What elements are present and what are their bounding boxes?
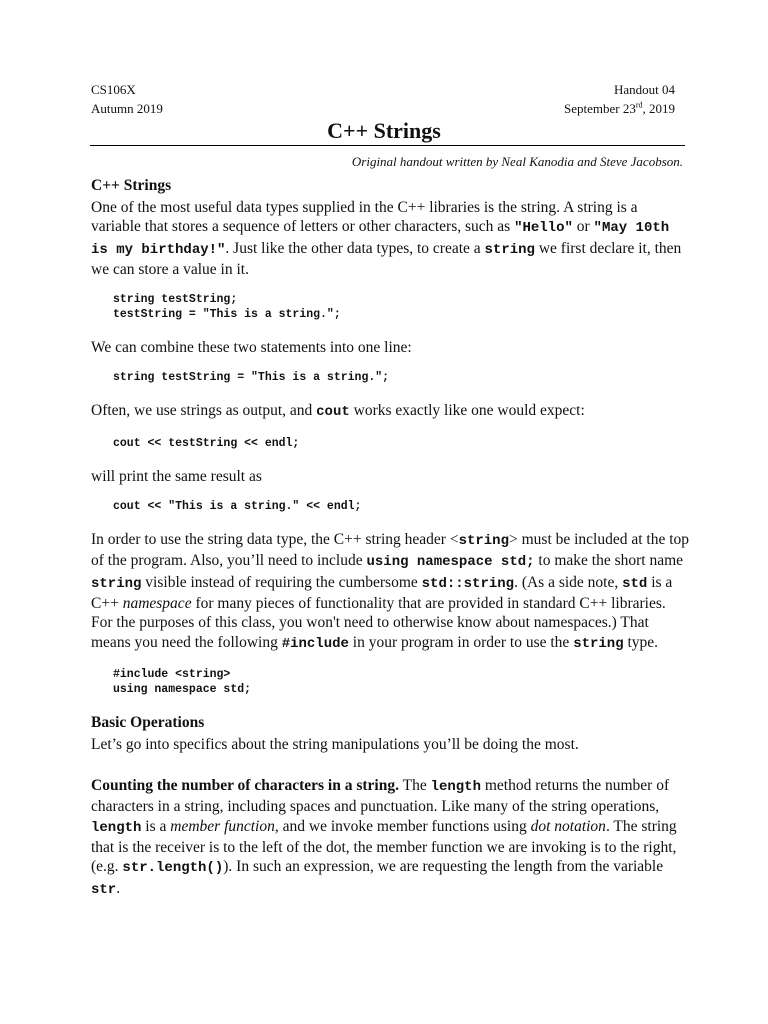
page-title: C++ Strings bbox=[327, 118, 441, 143]
handout-number: Handout 04 bbox=[613, 82, 675, 97]
section-heading-basic-operations: Basic Operations bbox=[91, 713, 205, 731]
output-paragraph: Often, we use strings as output, and cout works exactly like one would expect: bbox=[91, 402, 585, 421]
intro-paragraph: One of the most useful data types supplied in the C++ libraries is the string. A string is a variable that stores a sequence of letters or other characters, such as "Hello" or "May 10th is my birthday!". Just like the other data types, to create a string we first declare it, then we can store a value in it. bbox=[91, 199, 682, 278]
title-rule bbox=[90, 145, 685, 146]
same-result-paragraph: will print the same result as bbox=[91, 467, 262, 485]
main-content bbox=[91, 176, 691, 900]
course-code: CS106X bbox=[91, 82, 136, 97]
code-block-declare: string testString; testString = "This is a string."; bbox=[113, 293, 341, 322]
code-block-include: #include <string> using namespace std; bbox=[113, 667, 252, 696]
length-paragraph: Counting the number of characters in a string. The length method returns the number of characters in a string, including spaces and punctuation. Like many of the string operations, length is a member function, and we invoke member functions using dot notation. The string that is the receiver is to the left of the dot, the member function we are invoking is to the right, (e.g. str.length()). In such an expression, we are requesting the length from the variable str. bbox=[91, 777, 677, 898]
handout-date: September 23rd, 2019 bbox=[563, 100, 675, 116]
code-block-combined: string testString = "This is a string."; bbox=[113, 371, 390, 385]
header-include-paragraph: In order to use the string data type, the C++ string header <string> must be included at the top of the program. Also, you’ll need to include using namespace std; to make the short name string visible instead of requiring the cumbersome std::string. (As a side note, std is a C++ namespace for many pieces of functionality that are provided in standard C++ libraries. For the purposes of this class, you won't need to otherwise know about namespaces.) That means you need the following #include in your program in order to use the string type. bbox=[91, 531, 690, 652]
combine-paragraph: We can combine these two statements into one line: bbox=[91, 339, 412, 357]
term: Autumn 2019 bbox=[91, 101, 163, 116]
code-block-cout-literal: cout << "This is a string." << endl; bbox=[113, 500, 362, 514]
code-block-cout-variable: cout << testString << endl; bbox=[113, 436, 300, 450]
author-credit: Original handout written by Neal Kanodia and Steve Jacobson. bbox=[351, 154, 683, 169]
basic-ops-intro: Let’s go into specifics about the string manipulations you’ll be doing the most. bbox=[91, 735, 579, 753]
section-heading-cpp-strings: C++ Strings bbox=[91, 177, 172, 194]
